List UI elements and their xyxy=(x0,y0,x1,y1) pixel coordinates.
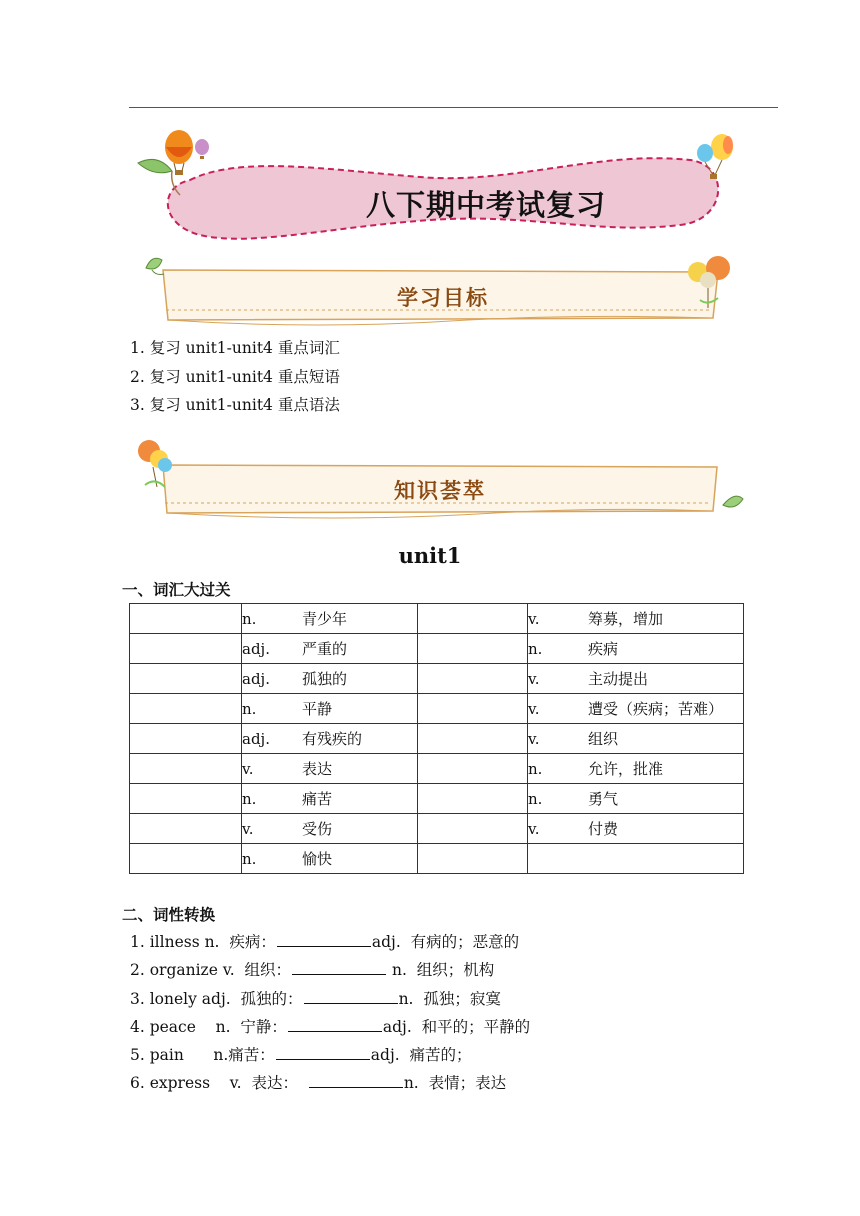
answer-cell[interactable] xyxy=(130,724,242,754)
vocab-table xyxy=(129,603,744,874)
part-of-speech: n. xyxy=(528,640,543,658)
list-item xyxy=(130,956,530,984)
table-row xyxy=(130,724,744,754)
vocab-heading: 一、词汇大过关 xyxy=(122,581,231,599)
part-of-speech: adj. xyxy=(242,640,270,658)
form-prompt: 4. peace n. 宁静： xyxy=(130,1017,287,1036)
table-row xyxy=(130,754,744,784)
answer-cell[interactable] xyxy=(418,664,528,694)
goal-item: 3. 复习 unit1-unit4 重点语法 xyxy=(130,396,340,414)
list-item xyxy=(130,1069,530,1097)
definition-cell xyxy=(242,784,418,814)
definition-cell xyxy=(528,604,744,634)
vocab-table-body xyxy=(130,604,744,874)
meaning: 允许，批准 xyxy=(588,760,664,778)
form-target: n. 孤独；寂寞 xyxy=(398,989,501,1008)
meaning: 青少年 xyxy=(302,610,348,628)
meaning: 平静 xyxy=(302,700,333,718)
answer-cell[interactable] xyxy=(418,844,528,874)
form-prompt: 3. lonely adj. 孤独的： xyxy=(130,989,303,1008)
header-rule xyxy=(129,107,778,108)
meaning: 筹募，增加 xyxy=(588,610,664,628)
answer-blank[interactable] xyxy=(288,1016,382,1032)
list-item xyxy=(130,928,530,956)
part-of-speech: n. xyxy=(242,700,257,718)
title-banner xyxy=(130,125,740,250)
part-of-speech: n. xyxy=(242,850,257,868)
definition-cell xyxy=(242,694,418,724)
leaf-icon xyxy=(146,258,164,274)
part-of-speech: n. xyxy=(528,760,543,778)
part-of-speech: v. xyxy=(528,610,540,628)
part-of-speech: v. xyxy=(242,760,254,778)
meaning: 孤独的 xyxy=(302,670,348,688)
definition-cell xyxy=(528,784,744,814)
answer-cell[interactable] xyxy=(418,814,528,844)
answer-cell[interactable] xyxy=(130,664,242,694)
answer-cell[interactable] xyxy=(418,784,528,814)
definition-cell xyxy=(528,754,744,784)
form-prompt: 1. illness n. 疾病： xyxy=(130,933,276,951)
list-item xyxy=(130,1013,530,1041)
definition-cell xyxy=(242,814,418,844)
meaning: 受伤 xyxy=(302,820,333,838)
definition-cell xyxy=(242,754,418,784)
hot-air-balloon-icon xyxy=(165,130,209,175)
answer-blank[interactable] xyxy=(276,1044,370,1060)
meaning: 表达 xyxy=(302,760,333,778)
meaning: 遭受（疾病；苦难） xyxy=(588,700,724,718)
answer-cell[interactable] xyxy=(130,694,242,724)
table-row xyxy=(130,784,744,814)
answer-blank[interactable] xyxy=(292,959,386,975)
goals-ribbon xyxy=(138,250,748,330)
answer-cell[interactable] xyxy=(130,604,242,634)
definition-cell xyxy=(528,814,744,844)
meaning: 付费 xyxy=(588,820,619,838)
meaning: 愉快 xyxy=(302,850,333,868)
definition-cell xyxy=(528,724,744,754)
forms-heading: 二、词性转换 xyxy=(122,906,216,924)
answer-cell[interactable] xyxy=(418,754,528,784)
answer-blank[interactable] xyxy=(277,931,371,947)
meaning: 组织 xyxy=(588,730,619,748)
table-row xyxy=(130,844,744,874)
list-item xyxy=(130,1041,530,1069)
meaning: 有残疾的 xyxy=(302,730,363,748)
form-prompt: 6. express v. 表达： xyxy=(130,1074,308,1093)
answer-cell[interactable] xyxy=(130,634,242,664)
definition-cell xyxy=(242,724,418,754)
answer-cell[interactable] xyxy=(130,754,242,784)
goal-item: 1. 复习 unit1-unit4 重点词汇 xyxy=(130,339,340,357)
definition-cell xyxy=(528,694,744,724)
definition-cell xyxy=(528,664,744,694)
part-of-speech: v. xyxy=(528,670,540,688)
table-row xyxy=(130,634,744,664)
goal-item: 2. 复习 unit1-unit4 重点短语 xyxy=(130,367,340,386)
part-of-speech: v. xyxy=(528,820,540,838)
table-row xyxy=(130,664,744,694)
part-of-speech: adj. xyxy=(242,730,270,748)
form-target: adj. 和平的；平静的 xyxy=(382,1017,531,1036)
knowledge-ribbon xyxy=(135,437,745,517)
answer-blank[interactable] xyxy=(309,1072,403,1088)
answer-cell[interactable] xyxy=(418,634,528,664)
part-of-speech: v. xyxy=(242,820,254,838)
part-of-speech: adj. xyxy=(242,670,270,688)
form-prompt: 5. pain n.痛苦： xyxy=(130,1046,275,1065)
table-row xyxy=(130,814,744,844)
unit-title: unit1 xyxy=(398,543,462,568)
part-of-speech: v. xyxy=(528,700,540,718)
form-target: n. 表情；表达 xyxy=(403,1074,507,1093)
goals-label: 学习目标 xyxy=(397,286,489,310)
definition-cell xyxy=(242,844,418,874)
form-target: adj. 有病的；恶意的 xyxy=(371,933,520,951)
page-title: 八下期中考试复习 xyxy=(365,188,606,222)
answer-cell[interactable] xyxy=(418,724,528,754)
goals-list xyxy=(130,334,340,420)
table-row xyxy=(130,694,744,724)
meaning: 主动提出 xyxy=(588,670,649,688)
definition-cell xyxy=(242,664,418,694)
meaning: 严重的 xyxy=(302,640,348,658)
part-of-speech: n. xyxy=(242,790,257,808)
form-target: adj. 痛苦的； xyxy=(370,1046,472,1065)
form-prompt: 2. organize v. 组织： xyxy=(130,961,292,980)
answer-cell[interactable] xyxy=(130,844,242,874)
part-of-speech: n. xyxy=(528,790,543,808)
knowledge-label: 知识荟萃 xyxy=(394,479,486,503)
answer-cell[interactable] xyxy=(130,814,242,844)
meaning: 疾病 xyxy=(588,640,619,658)
answer-cell[interactable] xyxy=(130,784,242,814)
part-of-speech: n. xyxy=(242,610,257,628)
definition-cell xyxy=(242,634,418,664)
answer-cell[interactable] xyxy=(418,604,528,634)
form-target: n. 组织；机构 xyxy=(387,961,495,980)
list-item xyxy=(130,985,530,1013)
part-of-speech: v. xyxy=(528,730,540,748)
meaning: 勇气 xyxy=(588,790,619,808)
definition-cell xyxy=(242,604,418,634)
meaning: 痛苦 xyxy=(302,790,333,808)
definition-cell xyxy=(528,844,744,874)
table-row xyxy=(130,604,744,634)
definition-cell xyxy=(528,634,744,664)
answer-blank[interactable] xyxy=(304,988,398,1004)
word-forms-list xyxy=(130,928,530,1098)
answer-cell[interactable] xyxy=(418,694,528,724)
